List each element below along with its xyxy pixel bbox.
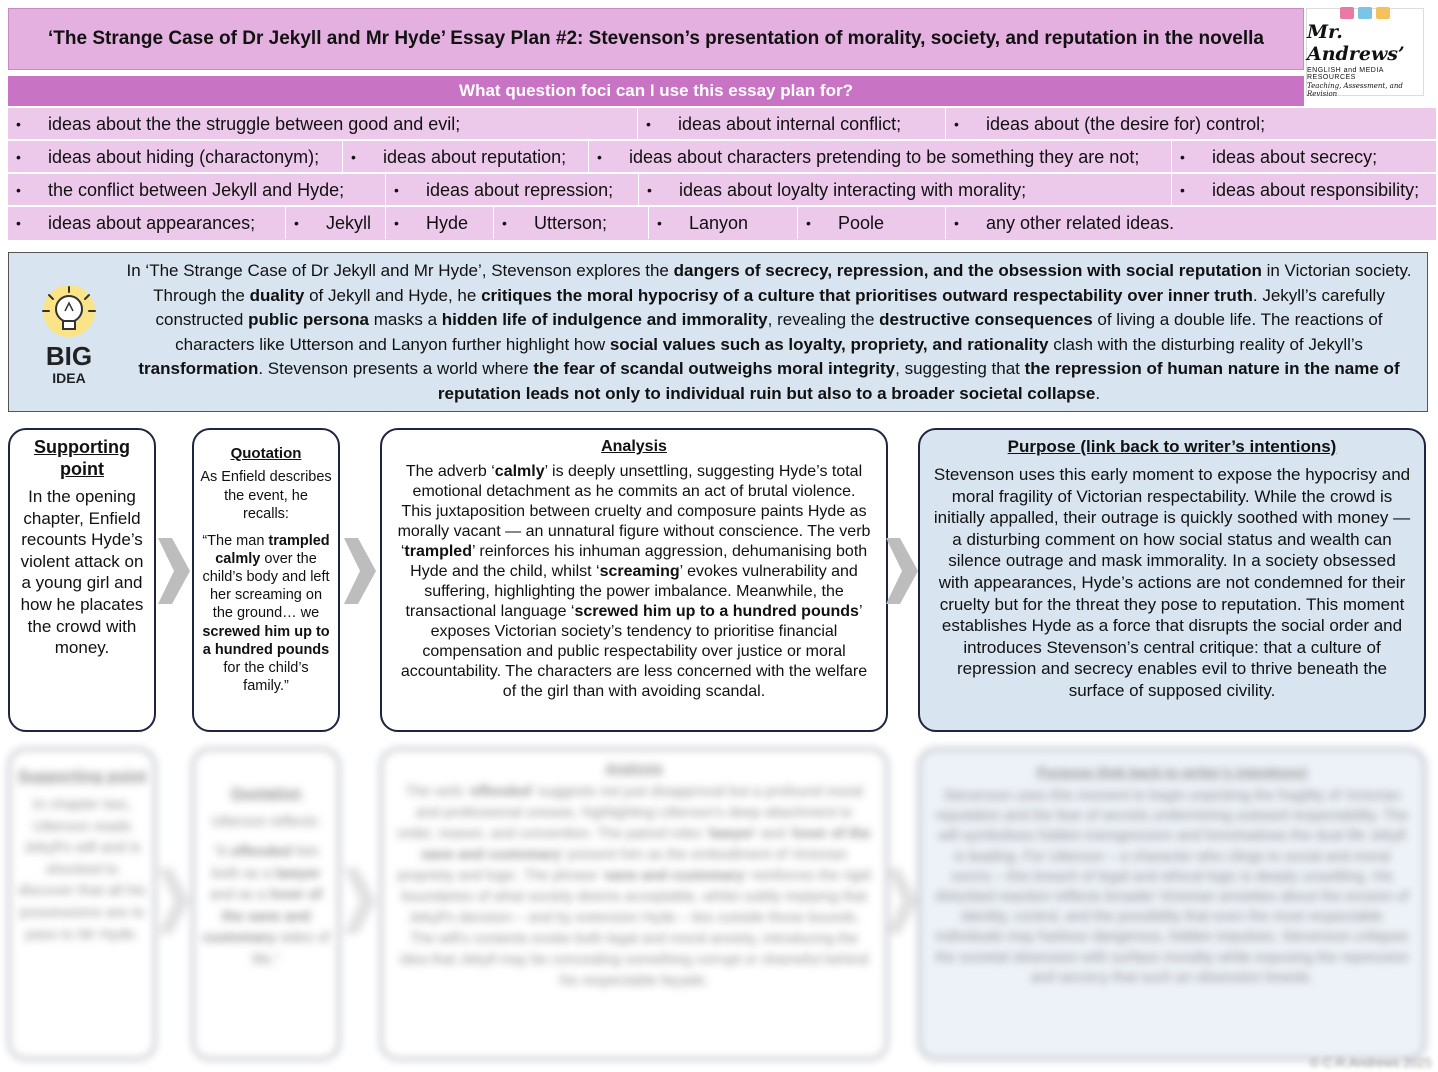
arrow-right-icon (886, 538, 918, 604)
foci-row-3 (8, 174, 1436, 206)
big-idea-panel (8, 252, 1428, 412)
foci-item: • ideas about responsibility; (1180, 179, 1420, 200)
foci-item: • the conflict between Jekyll and Hyde; (8, 174, 386, 206)
logo-tagline: Teaching, Assessment, and Revision (1307, 81, 1403, 98)
supporting-point-heading: Supporting point (17, 768, 147, 785)
purpose-heading: Purpose (link back to writer’s intentions) (1007, 437, 1337, 456)
foci-item: • ideas about repression; (386, 174, 639, 206)
foci-item: • ideas about appearances; (8, 207, 286, 239)
foci-item: • ideas about the the struggle between good and evil; (8, 108, 638, 140)
foci-item: • Jekyll (286, 207, 386, 239)
lightbulb-icon (29, 281, 109, 391)
quotation-box (192, 748, 340, 1060)
analysis-text: The adverb ‘calmly’ is deeply unsettling, suggesting Hyde’s total emotional detachment as he commits an act of brutal violence. This juxtaposition between cruelty and composure paints Hyde as morally vacant — an unnatural figure without conscience. The verb ‘trampled’ reinforces his inhuman aggression, dehumanising both Hyde and the child, whilst ‘screaming’ evokes vulnerability and suffering, highlighting the power imbalance. Meanwhile, the transactional language ‘screwed him up to a hundred pounds’ exposes Victorian society’s tendency to prioritise financial compensation and public respectability over justice or moral accountability. The characters are less concerned with the welfare of the girl than with avoiding scandal. (397, 463, 871, 700)
big-label: BIG (45, 341, 93, 371)
quotation-box (192, 428, 340, 732)
page-title: ‘The Strange Case of Dr Jekyll and Mr Hyde’ Essay Plan #2: Stevenson’s presentation of morality, society, and reputation in the novella (8, 8, 1304, 70)
foci-item: • ideas about (the desire for) control; (954, 113, 1266, 134)
analysis-box (380, 428, 888, 732)
logo-icons (1340, 7, 1390, 19)
foci-row-4 (8, 207, 1436, 241)
supporting-point-text: In chapter two, Utterson reads Jekyll’s will and is shocked to discover that all his possessions are to pass to Mr Hyde. (18, 796, 146, 943)
analysis-heading: Analysis (601, 438, 667, 455)
arrow-right-icon (158, 868, 190, 934)
supporting-point-text: In the opening chapter, Enfield recounts Hyde’s violent attack on a young girl and how he placates the crowd with money. (20, 487, 144, 658)
analysis-heading: Analysis (605, 760, 663, 776)
big-idea-text: In ‘The Strange Case of Dr Jekyll and Mr Hyde’, Stevenson explores the dangers of secrecy, repression, and the obsession with social reputation in Victorian society. Through the duality of Jekyll and Hyde, he critiques the moral hypocrisy of a culture that prioritises outward respectability over inner truth. Jekyll’s carefully constructed public persona masks a hidden life of indulgence and immorality, revealing the destructive consequences of living a double life. The reactions of characters like Utterson and Lanyon further highlight how social values such as loyalty, propriety, and rationality clash with the disturbing reality of Jekyll’s transformation. Stevenson presents a world where the fear of scandal outweighs moral integrity, suggesting that the repression of human nature in the name of reputation leads not only to individual ruin but also to a broader societal collapse. (126, 261, 1412, 403)
supporting-point-box (8, 428, 156, 732)
question-heading: What question foci can I use this essay plan for? (8, 76, 1304, 106)
analysis-text: The verb ‘offended’ suggests not just disapproval but a profound moral and professional unease, highlighting Utterson’s deep attachment to order, reason, and convention. The paired roles ‘lawyer’ and ‘lover of the sane and customary’ present him as the embodiment of Victorian propriety and logic. The phrase ‘sane and customary’ reinforces the rigid boundaries of what society deems acceptable, whilst subtly implying that Jekyll’s decision – and by extension Hyde – lies outside those bounds. The will’s contents evoke both legal and moral anxiety, introducing the idea that Jekyll may be concealing something corrupt or shameful behind his respectable façade. (397, 784, 871, 989)
foci-item: • ideas about hiding (charactonym); (8, 141, 343, 173)
foci-item: • Poole (798, 207, 946, 239)
supporting-point-box (8, 748, 156, 1060)
supporting-point-heading: Supporting point (34, 437, 130, 479)
purpose-text: Stevenson uses this moment to begin unpicking the fragility of Victorian reputation and the fear of secrets undermining outward respectability. The will symbolises hidden transgression and foreshadows the dual life Jekyll is leading. For Utterson – a character who clings to social and moral norms – this breach of legal and ethical logic is deeply unsettling. His disturbed reaction reflects broader Victorian anxieties about the erosion of identity, control, and the possibility that even the most respectable individuals may harbour dangerous, hidden impulses. Stevenson critiques the societal obsession with surface morality while exposing the repression and secrecy that such an obsession breeds. (935, 788, 1409, 986)
logo-name: Mr. Andrews’ (1307, 20, 1405, 65)
logo-subtitle: ENGLISH and MEDIA RESOURCES (1307, 66, 1384, 81)
purpose-heading: Purpose (link back to writer’s intentions) (1036, 764, 1308, 780)
foci-item: • Lanyon (649, 207, 798, 239)
foci-row-2 (8, 141, 1436, 173)
foci-item: • any other related ideas. (954, 212, 1175, 233)
foci-item: • ideas about reputation; (343, 141, 589, 173)
purpose-box (918, 428, 1426, 732)
arrow-right-icon (344, 868, 376, 934)
idea-label: IDEA (52, 370, 86, 386)
quotation-intro: As Enfield describes the event, he recalls: (200, 469, 332, 522)
foci-item: • ideas about loyalty interacting with morality; (639, 174, 1172, 206)
quotation-heading: Quotation (230, 445, 302, 462)
foci-row-1 (8, 108, 1436, 140)
quotation-intro: Utterson reflects: (211, 814, 321, 830)
purpose-text: Stevenson uses this early moment to expose the hypocrisy and moral fragility of Victorian respectability. While the crowd is initially appalled, their outrage is quickly soothed with money — a disturbing comment on how social status and wealth can silence outrage and mask immorality. In a society obsessed with appearances, Hyde’s actions are not condemned for their cruelty but for the threat they pose to reputation. This moment establishes Hyde as a force that disrupts the social order and introduces Stevenson’s central critique: that a culture of repression and secrecy enables evil to thrive beneath the surface of supposed civility. (933, 465, 1411, 700)
arrow-right-icon (886, 868, 918, 934)
quotation-text: “It offended him both as a lawyer and as a lover of the sane and customary sides of life.” (202, 844, 330, 968)
foci-item: • ideas about secrecy; (1180, 146, 1378, 167)
quotation-heading: Quotation (230, 785, 302, 802)
brand-logo (1306, 8, 1424, 96)
foci-item: • Utterson; (494, 207, 649, 239)
copyright: © C.R.Andrews 2025 (1309, 1055, 1432, 1070)
arrow-right-icon (158, 538, 190, 604)
foci-item: • ideas about internal conflict; (638, 108, 946, 140)
foci-item: • Hyde (386, 207, 494, 239)
analysis-box (380, 748, 888, 1060)
purpose-box (918, 748, 1426, 1060)
foci-item: • ideas about characters pretending to be something they are not; (589, 141, 1172, 173)
arrow-right-icon (344, 538, 376, 604)
quotation-text: “The man trampled calmly over the child’s body and left her screaming on the ground… we screwed him up to a hundred pounds for the child’s family.” (202, 532, 330, 695)
